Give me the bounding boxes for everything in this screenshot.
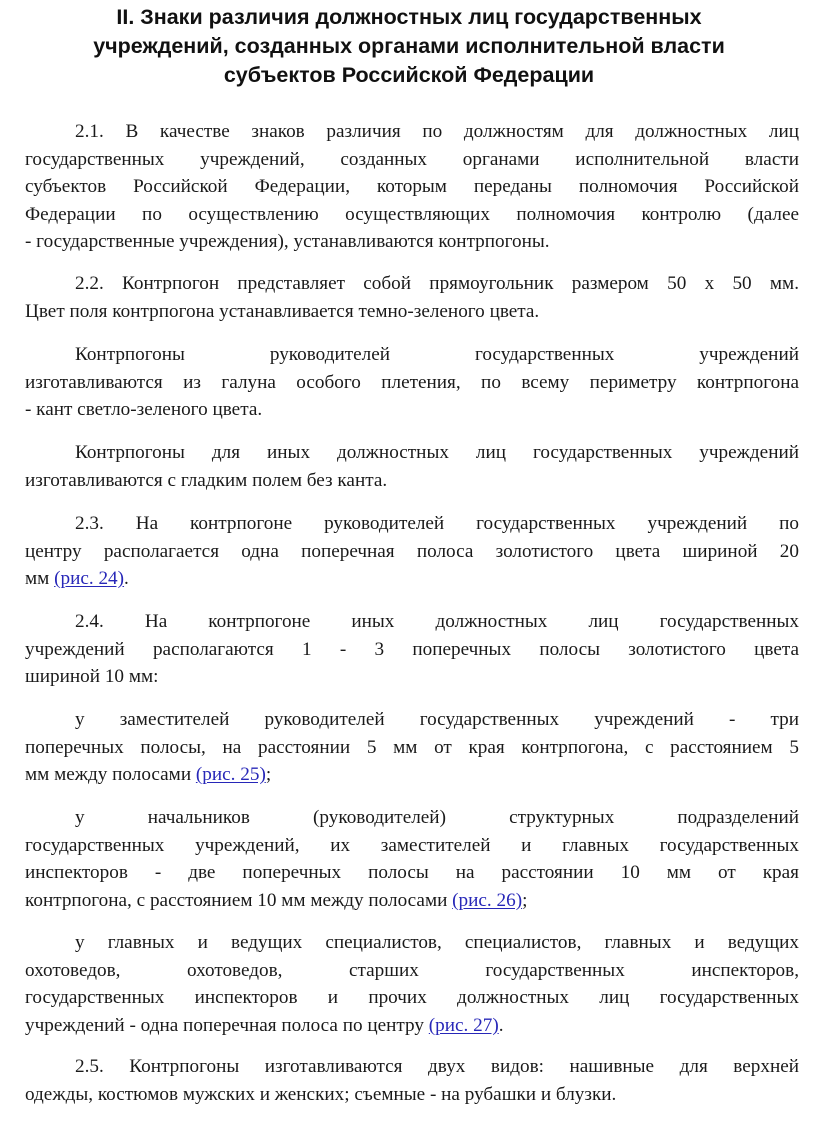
text-line: одежды, костюмов мужских и женских; съемные - на рубашки и блузки. — [25, 1083, 617, 1105]
paragraph-department-heads — [25, 804, 799, 914]
figure-25-link[interactable]: (рис. 25) — [195, 764, 266, 785]
text-line: охотоведов, охотоведов, старших государственных инспекторов, — [25, 959, 799, 981]
text-line: Цвет поля контрпогона устанавливается темно-зеленого цвета. — [25, 300, 540, 322]
figure-24-link[interactable]: (рис. 24) — [54, 568, 125, 589]
text-line: 2.2. Контрпогон представляет собой прямоугольник размером 50 x 50 мм. — [75, 273, 799, 294]
text-fragment: ; — [522, 889, 528, 911]
text-fragment: . — [124, 568, 129, 589]
figure-27-link[interactable]: (рис. 27) — [428, 1014, 499, 1036]
text-fragment: учреждений - одна поперечная полоса по центру — [25, 1014, 424, 1036]
text-line: государственных учреждений, их заместителей и главных государственных — [25, 834, 799, 856]
text-line: центру располагается одна поперечная полоса золотистого цвета шириной 20 — [25, 540, 799, 562]
text-line: изготавливаются из галуна особого плетения, по всему периметру контрпогона — [25, 371, 799, 393]
text-fragment: мм — [25, 568, 50, 589]
paragraph-2-4 — [25, 608, 799, 691]
text-line: Федерации по осуществлению осуществляющих полномочия контролю (далее — [25, 203, 799, 225]
text-line — [25, 1012, 799, 1040]
paragraph-2-3 — [25, 510, 799, 593]
text-line — [25, 565, 799, 593]
text-line: государственных инспекторов и прочих должностных лиц государственных — [25, 987, 799, 1008]
text-line — [25, 887, 799, 915]
paragraph-2-1 — [25, 118, 799, 256]
text-fragment: . — [498, 1014, 504, 1036]
heading-line: II. Знаки различия должностных лиц государственных — [116, 5, 702, 29]
text-line: 2.4. На контрпогоне иных должностных лиц государственных — [75, 611, 799, 632]
text-line: поперечных полосы, на расстоянии 5 мм от края контрпогона, с расстоянием 5 — [25, 736, 799, 758]
text-line: 2.5. Контрпогоны изготавливаются двух видов: нашивные для верхней — [75, 1056, 799, 1077]
text-line: - государственные учреждения), устанавливаются контрпогоны. — [25, 231, 550, 252]
paragraph-other-shoulder-marks — [25, 439, 799, 494]
text-line: инспекторов - две поперечных полосы на расстоянии 10 мм от края — [25, 862, 799, 883]
text-line: Контрпогоны для иных должностных лиц государственных учреждений — [75, 442, 799, 463]
text-line: государственных учреждений, созданных органами исполнительной власти — [25, 148, 799, 170]
text-line: учреждений располагаются 1 - 3 поперечных полосы золотистого цвета — [25, 638, 799, 660]
heading-line: учреждений, созданных органами исполнительной власти — [93, 34, 725, 58]
text-line: изготавливаются с гладким полем без канта. — [25, 469, 388, 491]
figure-26-link[interactable]: (рис. 26) — [452, 889, 523, 911]
paragraph-2-5 — [25, 1053, 799, 1108]
text-line: шириной 10 мм: — [25, 666, 159, 687]
text-fragment: контрпогона, с расстоянием 10 мм между полосами — [25, 889, 448, 911]
text-line: у заместителей руководителей государственных учреждений - три — [75, 709, 799, 730]
text-fragment: мм между полосами — [25, 764, 192, 785]
text-line: Контрпогоны руководителей государственных учреждений — [75, 344, 799, 365]
paragraph-deputies — [25, 706, 799, 789]
section-heading — [20, 3, 798, 90]
paragraph-specialists — [25, 929, 799, 1039]
text-line: 2.3. На контрпогоне руководителей государственных учреждений по — [75, 513, 799, 534]
text-line: у начальников (руководителей) структурных подразделений — [75, 807, 799, 828]
text-line: 2.1. В качестве знаков различия по должностям для должностных лиц — [75, 121, 799, 142]
text-line: субъектов Российской Федерации, которым переданы полномочия Российской — [25, 176, 799, 197]
text-line: у главных и ведущих специалистов, специалистов, главных и ведущих — [75, 932, 799, 953]
text-line: - кант светло-зеленого цвета. — [25, 399, 263, 420]
text-fragment: ; — [265, 764, 272, 785]
paragraph-2-2 — [25, 270, 799, 325]
paragraph-heads-shoulder-marks — [25, 341, 799, 424]
text-line — [25, 761, 799, 789]
heading-line: субъектов Российской Федерации — [223, 63, 595, 87]
